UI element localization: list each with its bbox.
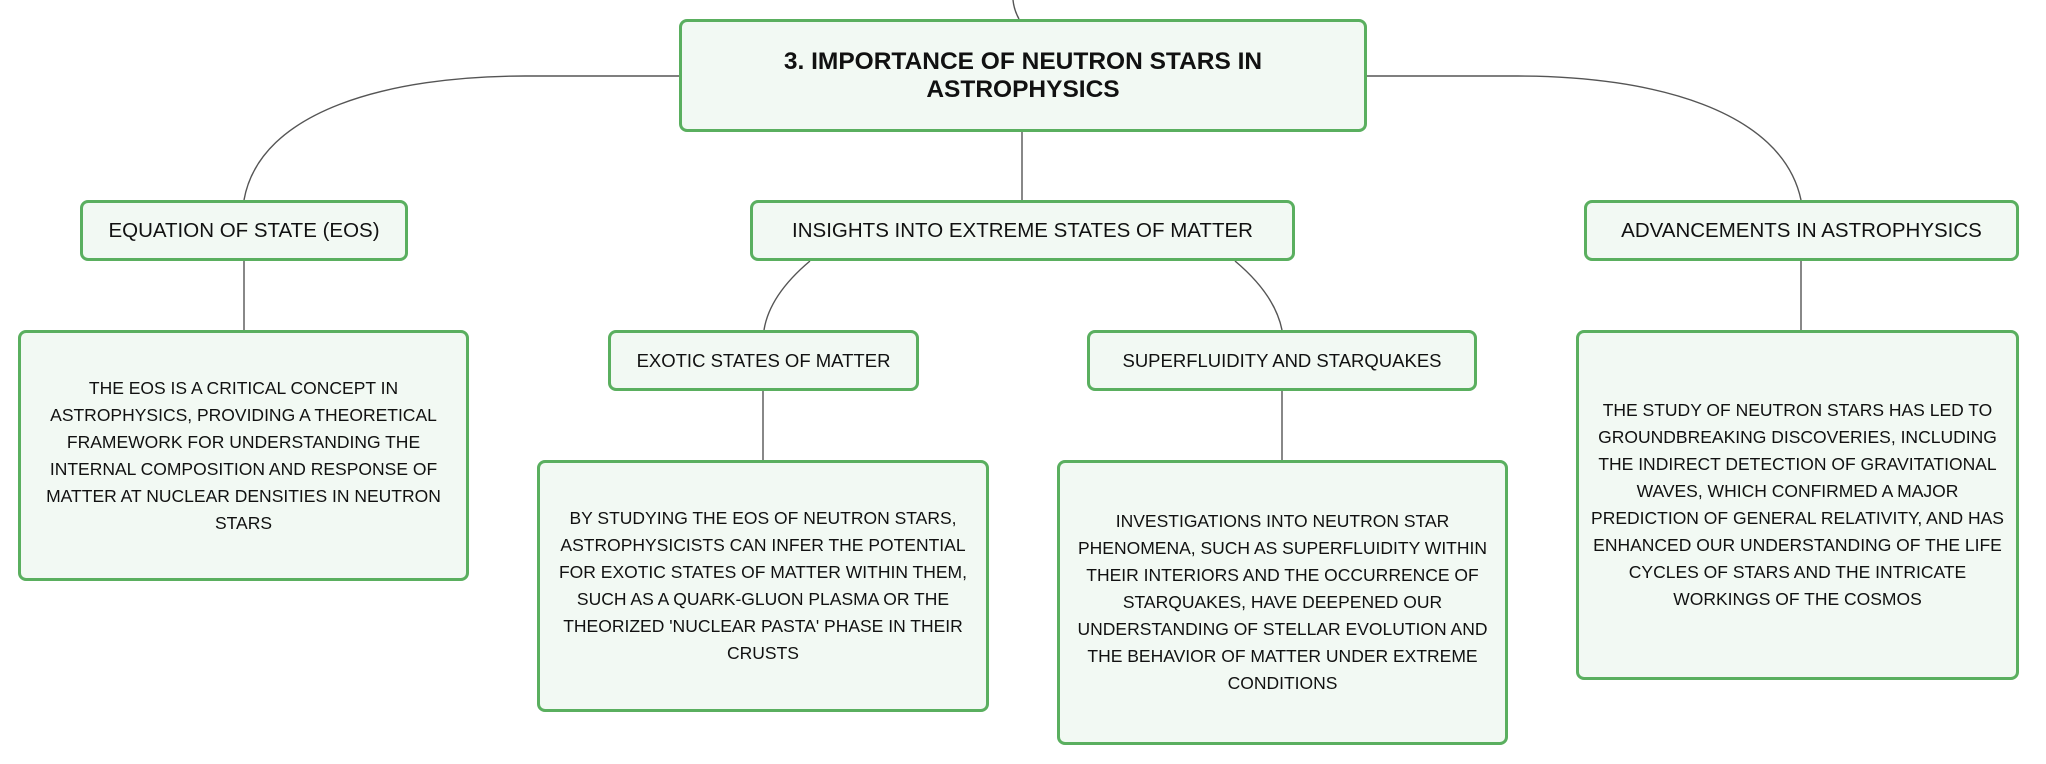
branch-node-advancements[interactable] xyxy=(1584,200,2019,261)
branch-node-extreme-states[interactable] xyxy=(750,200,1295,261)
connector-insights-to-exotic xyxy=(764,261,810,330)
subtopic-node-superfluidity[interactable] xyxy=(1087,330,1477,391)
connector-insights-to-superfluidity xyxy=(1235,261,1282,330)
connector-root-to-eos xyxy=(244,76,679,200)
branch-label-extreme-states: INSIGHTS INTO EXTREME STATES OF MATTER xyxy=(792,218,1253,242)
detail-text-exotic-states: BY STUDYING THE EOS OF NEUTRON STARS, ASTROPHYSICISTS CAN INFER THE POTENTIAL FOR EXOTIC STATES OF MATTER WITHIN THEM, SUCH AS A QUARK-GLUON PLASMA OR THE THEORIZED 'NUCLEAR PASTA' PHASE IN THEIR CRUSTS xyxy=(558,508,967,663)
branch-node-equation-of-state[interactable] xyxy=(80,200,408,261)
subtopic-node-exotic-states[interactable] xyxy=(608,330,919,391)
detail-node-superfluidity[interactable] xyxy=(1057,460,1508,745)
branch-label-advancements: ADVANCEMENTS IN ASTROPHYSICS xyxy=(1621,218,1982,242)
central-topic-title: 3. IMPORTANCE OF NEUTRON STARS IN ASTROPHYSICS xyxy=(783,47,1263,103)
detail-node-equation-of-state[interactable] xyxy=(18,330,469,581)
detail-node-advancements[interactable] xyxy=(1576,330,2019,680)
detail-node-exotic-states[interactable] xyxy=(537,460,989,712)
detail-text-superfluidity: INVESTIGATIONS INTO NEUTRON STAR PHENOMENA, SUCH AS SUPERFLUIDITY WITHIN THEIR INTERIORS AND THE OCCURRENCE OF STARQUAKES, HAVE DEEPENED OUR UNDERSTANDING OF STELLAR EVOLUTION AND THE BEHAVIOR OF MATTER UNDER EXTREME CONDITIONS xyxy=(1077,511,1488,693)
connector-parent-to-root xyxy=(1013,0,1019,19)
detail-text-equation-of-state: THE EOS IS A CRITICAL CONCEPT IN ASTROPHYSICS, PROVIDING A THEORETICAL FRAMEWORK FOR UNDERSTANDING THE INTERNAL COMPOSITION AND RESPONSE OF MATTER AT NUCLEAR DENSITIES IN NEUTRON STARS xyxy=(46,377,441,533)
detail-text-advancements: THE STUDY OF NEUTRON STARS HAS LED TO GROUNDBREAKING DISCOVERIES, INCLUDING THE INDIRECT DETECTION OF GRAVITATIONAL WAVES, WHICH CONFIRMED A MAJOR PREDICTION OF GENERAL RELATIVITY, AND HAS ENHANCED OUR UNDERSTANDING OF THE LIFE CYCLES OF STARS AND THE INTRICATE WORKINGS OF THE COSMOS xyxy=(1591,400,2004,609)
subtopic-label-superfluidity: SUPERFLUIDITY AND STARQUAKES xyxy=(1122,349,1442,371)
branch-label-equation-of-state: EQUATION OF STATE (EOS) xyxy=(108,218,380,242)
subtopic-label-exotic-states: EXOTIC STATES OF MATTER xyxy=(636,349,891,371)
central-topic-node[interactable] xyxy=(679,19,1367,132)
connector-root-to-advancements xyxy=(1367,76,1801,200)
